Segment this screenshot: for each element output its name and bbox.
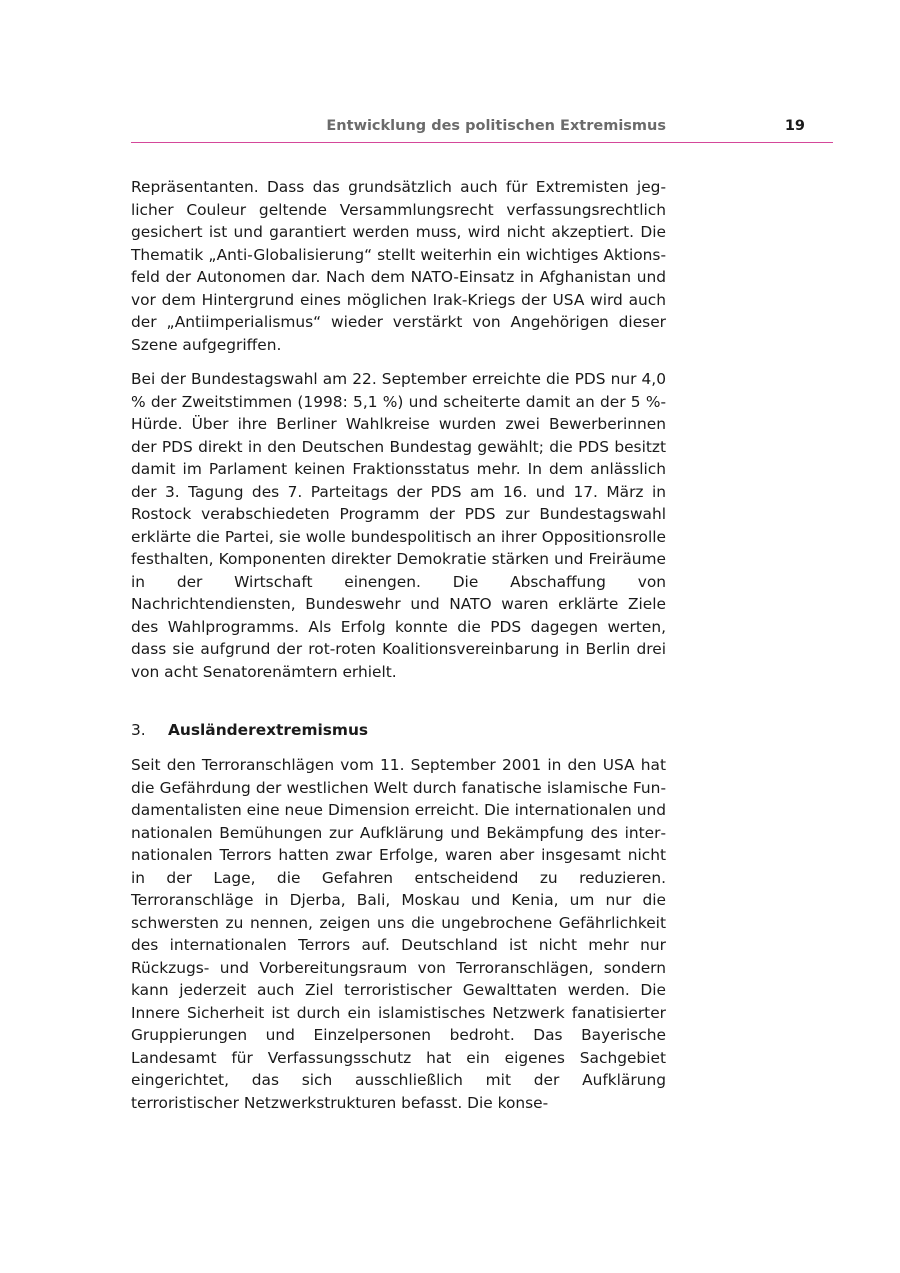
body-text — [131, 176, 666, 1126]
section-heading — [131, 719, 666, 741]
running-header — [131, 116, 833, 143]
paragraph: Bei der Bundestagswahl am 22. September erreichte die PDS nur 4,0 % der Zweitstimmen (1998: 5,1 %) und scheiterte damit an der 5 %-Hürde. Über ihre Berliner Wahlkreise wurden zwei Bewerberinnen der PDS direkt in den Deutschen Bundestag gewählt; die PDS besitzt damit im Parlament keinen Fraktionsstatus mehr. In dem anlässlich der 3. Tagung des 7. Parteitags der PDS am 16. und 17. März in Rostock verabschiedeten Programm der PDS zur Bundestagswahl erklärte die Partei, sie wolle bundespolitisch an ihrer Oppositionsrolle festhalten, Komponenten direkter Demokratie stärken und Freiräume in der Wirtschaft einengen. Die Abschaffung von Nachrichtendiensten, Bundeswehr und NATO waren erklärte Ziele des Wahlprogramms. Als Erfolg konnte die PDS dagegen werten, dass sie aufgrund der rot-roten Koalitionsvereinbarung in Berlin drei von acht Senatorenämtern erhielt. — [131, 370, 666, 681]
page-number: 19 — [784, 118, 805, 134]
running-title: Entwicklung des politischen Extremismus — [326, 118, 666, 134]
paragraph: Repräsentanten. Dass das grundsätzlich auch für Extremisten jeglicher Couleur geltende Versammlungsrecht verfassungsrechtlich gesichert ist und garantiert werden muss, wird nicht akzeptiert. Die Thematik „Anti-Globalisierung“ stellt weiterhin ein wichtiges Aktionsfeld der Autonomen dar. Nach dem NATO-Einsatz in Afghanistan und vor dem Hintergrund eines möglichen Irak-Kriegs der USA wird auch der „Antiimperialismus“ wieder verstärkt von Angehörigen dieser Szene aufgegriffen. — [131, 178, 666, 354]
paragraph: Seit den Terroranschlägen vom 11. September 2001 in den USA hat die Gefährdung der westlichen Welt durch fanatische islamische Fundamentalisten eine neue Dimension erreicht. Die internationalen und nationalen Bemühungen zur Aufklärung und Bekämpfung des internationalen Terrors hatten zwar Erfolge, waren aber insgesamt nicht in der Lage, die Gefahren entscheidend zu reduzieren. Terroranschläge in Djerba, Bali, Moskau und Kenia, um nur die schwersten zu nennen, zeigen uns die ungebrochene Gefährlichkeit des internationalen Terrors auf. Deutschland ist nicht mehr nur Rückzugs- und Vorbereitungsraum von Terroranschlägen, sondern kann jederzeit auch Ziel terroristischer Gewalttaten werden. Die Innere Sicherheit ist durch ein islamistisches Netzwerk fanatisierter Gruppierungen und Einzelpersonen bedroht. Das Bayerische Landesamt für Verfassungsschutz hat ein eigenes Sachgebiet eingerichtet, das sich ausschließlich mit der Aufklärung terroristischer Netzwerkstrukturen befasst. Die konse- — [131, 756, 666, 1112]
section-number: 3. — [131, 721, 146, 739]
section-title: Ausländerextremismus — [168, 721, 369, 739]
